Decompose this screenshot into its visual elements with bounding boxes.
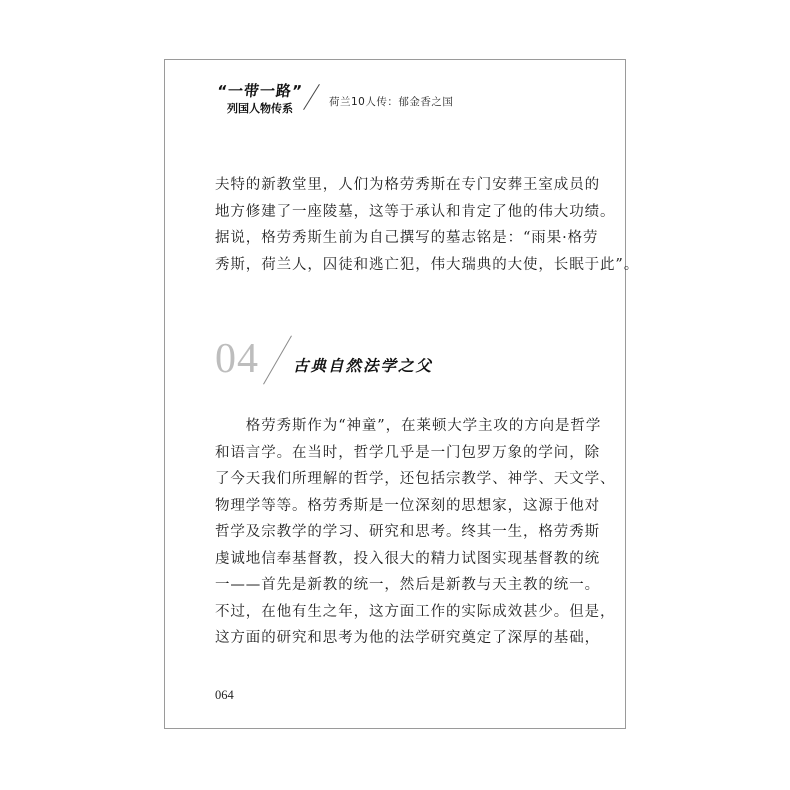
paragraph-line: 和语言学。在当时，哲学几乎是一门包罗万象的学问，除 bbox=[215, 444, 600, 461]
paragraph-line: 秀斯，荷兰人，囚徒和逃亡犯，伟大瑞典的大使，长眠于此”。 bbox=[215, 256, 640, 273]
paragraph-line: 虔诚地信奉基督教，投入很大的精力试图实现基督教的统 bbox=[215, 550, 600, 567]
paragraph-line: 夫特的新教堂里，人们为格劳秀斯在专门安葬王室成员的 bbox=[215, 177, 600, 193]
section-number: 04 bbox=[215, 336, 259, 382]
section-divider bbox=[263, 336, 292, 385]
paragraph-line: 地方修建了一座陵墓，这等于承认和肯定了他的伟大功绩。 bbox=[215, 203, 616, 220]
book-title: 荷兰10人传：郁金香之国 bbox=[329, 96, 454, 108]
paragraph-line: 了今天我们所理解的哲学，还包括宗教学、神学、天文学、 bbox=[215, 471, 616, 487]
paragraph-line: 不过，在他有生之年，这方面工作的实际成效甚少。但是， bbox=[215, 603, 616, 620]
paragraph-line: 哲学及宗教学的学习、研究和思考。终其一生，格劳秀斯 bbox=[215, 524, 600, 540]
series-name: “一带一路” bbox=[216, 82, 304, 100]
series-subtitle: 列国人物传系 bbox=[227, 102, 293, 115]
section-heading bbox=[215, 330, 515, 390]
paragraph-2 bbox=[215, 413, 616, 652]
paragraph-line: 据说，格劳秀斯生前为自己撰写的墓志铭是：“雨果·格劳 bbox=[215, 230, 599, 246]
section-title: 古典自然法学之父 bbox=[293, 357, 434, 375]
paragraph-line: 这方面的研究和思考为他的法学研究奠定了深厚的基础， bbox=[215, 630, 600, 646]
paragraph-line: 格劳秀斯作为“神童”，在莱顿大学主攻的方向是哲学 bbox=[215, 418, 602, 434]
running-header bbox=[215, 80, 595, 120]
page-number: 064 bbox=[215, 688, 234, 702]
paragraph-line: 一——首先是新教的统一，然后是新教与天主教的统一。 bbox=[215, 577, 600, 593]
paragraph-1 bbox=[215, 172, 640, 278]
paragraph-line: 物理学等等。格劳秀斯是一位深刻的思想家，这源于他对 bbox=[215, 497, 600, 514]
header-divider bbox=[303, 84, 320, 110]
